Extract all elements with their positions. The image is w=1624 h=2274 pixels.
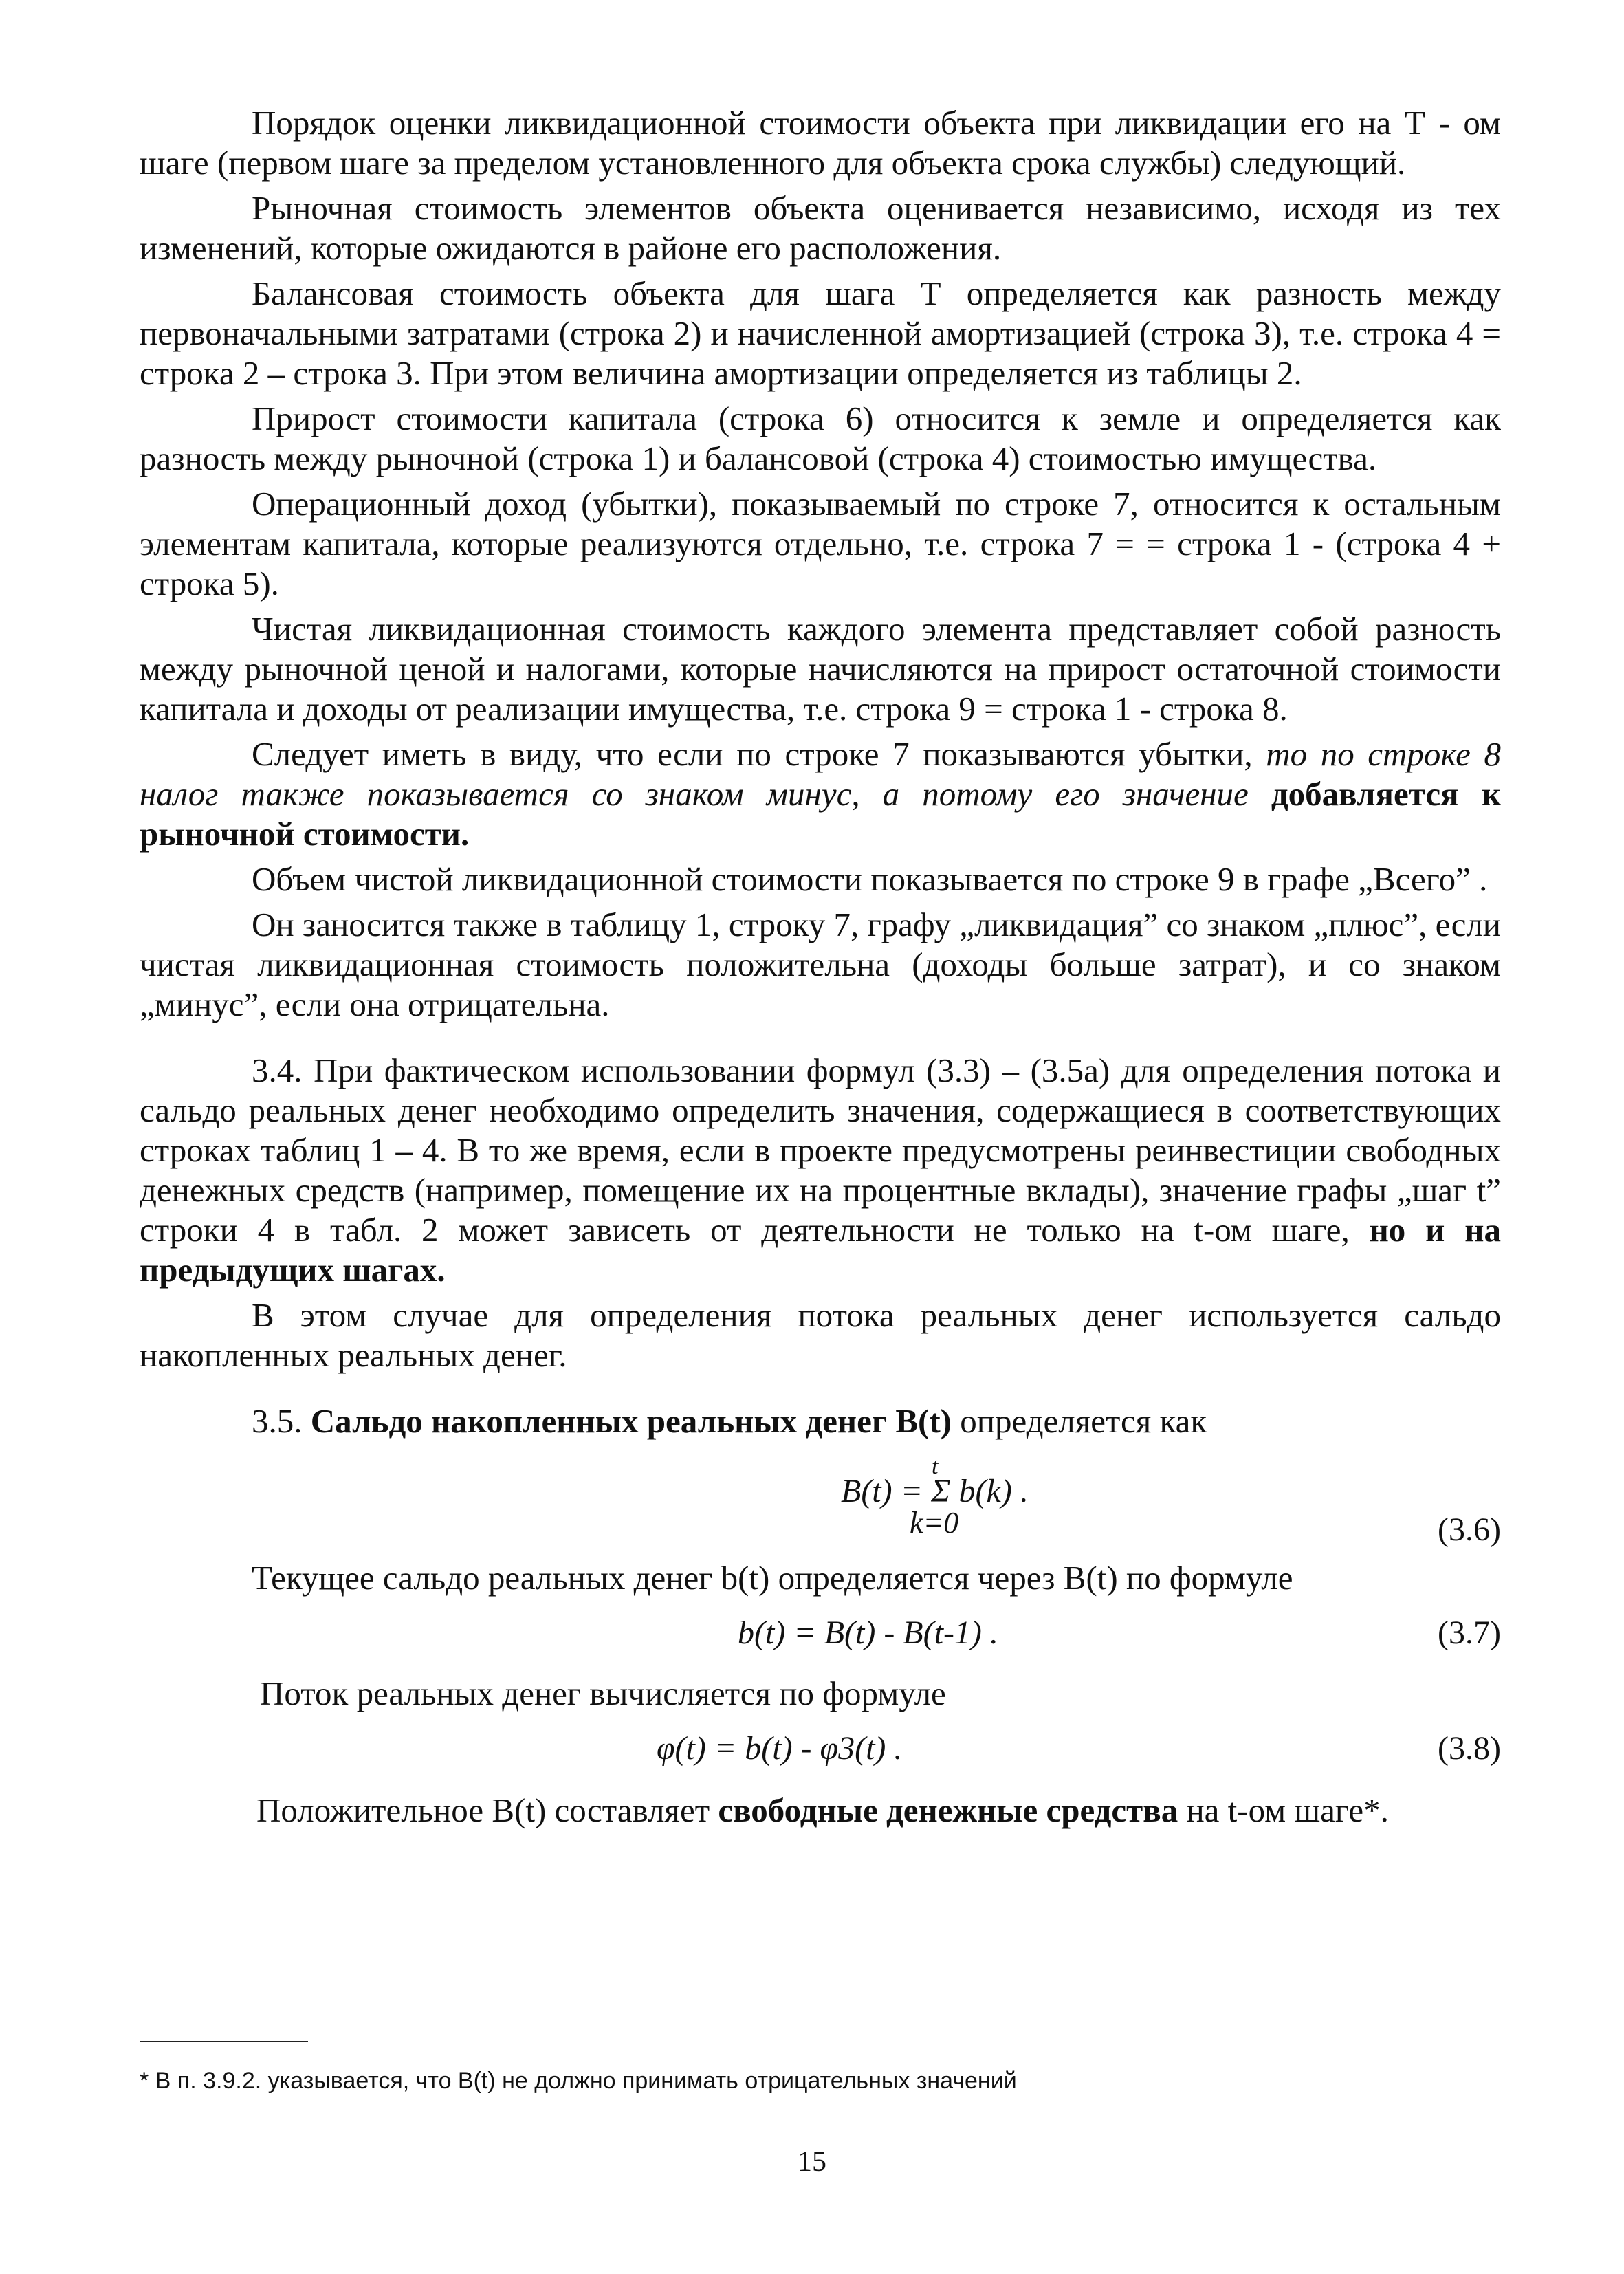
formula-3-7-expression: b(t) = B(t) - B(t-1) . <box>738 1615 998 1651</box>
formula-3-6-lower-limit: k=0 <box>910 1506 959 1540</box>
paragraph-free-cash <box>140 1791 1501 1830</box>
paragraph-volume: Объем чистой ликвидационной стоимости показывается по строке 9 в графе „Всего” . <box>252 860 1488 898</box>
formula-3-8-number: (3.8) <box>1438 1730 1501 1767</box>
section-3-4-bold: но и на предыдущих шагах. <box>140 1211 1502 1289</box>
section-3-5-bold: Сальдо накопленных реальных денег B(t) <box>310 1402 952 1440</box>
body-text <box>140 103 1501 1836</box>
formula-3-6 <box>140 1447 1501 1548</box>
section-3-4-text: 3.4. При фактическом использовании формул (3.3) – (3.5а) для определения потока и сальдо реальных денег необходимо определить значения, содержащиеся в соответствующих строках таблиц 1 – 4. В то же время, если в проекте предусмотрены реинвестиции свободных денежных средств (например, помещение их на процентные вклады), значение графы „шаг t” строки 4 в табл. 2 может зависеть от деятельности не только на t-ом шаге, <box>140 1051 1501 1249</box>
paragraph-capital-gain: Прирост стоимости капитала (строка 6) относится к земле и определяется как разность между рыночной (строка 1) и балансовой (строка 4) стоимостью имущества. <box>140 400 1501 477</box>
paragraph-book-value: Балансовая стоимость объекта для шага Т определяется как разность между первоначальными затратами (строка 2) и начисленной амортизацией (строка 3), т.е. строка 4 = строка 2 – строка 3. При этом величина амортизации определяется из таблицы 2. <box>140 274 1501 392</box>
paragraph-losses-note <box>140 734 1501 854</box>
free-cash-text: Положительное B(t) составляет <box>256 1791 718 1829</box>
paragraph-section-3-4 <box>140 1051 1501 1290</box>
paragraph-net-liquidation: Чистая ликвидационная стоимость каждого элемента представляет собой разность между рыночной ценой и налогами, которые начисляются на прирост остаточной стоимости капитала и доходы от реализации имущества, т.е. строка 9 = строка 1 - строка 8. <box>140 610 1501 728</box>
paragraph-accumulated: В этом случае для определения потока реальных денег используется сальдо накопленных реальных денег. <box>140 1296 1501 1374</box>
footnote-divider <box>140 2041 308 2042</box>
paragraph-flow: Поток реальных денег вычисляется по формуле <box>260 1674 946 1712</box>
losses-text: Следует иметь в виду, что если по строке 7 показываются убытки, <box>252 735 1266 773</box>
formula-3-6-expression: B(t) = Σ b(k) . <box>841 1473 1029 1509</box>
formula-3-7-number: (3.7) <box>1438 1615 1501 1651</box>
free-cash-bold: свободные денежные средства <box>718 1791 1178 1829</box>
formula-3-6-upper-limit: t <box>932 1454 939 1479</box>
formula-3-6-number: (3.6) <box>1438 1511 1501 1548</box>
losses-italic-text: то по строке 8 налог также показывается со знаком минус, а потому его значение <box>140 735 1501 813</box>
losses-bold-text: добавляется к рыночной стоимости. <box>140 775 1501 853</box>
section-3-5-text: определяется как <box>952 1402 1207 1440</box>
formula-3-8 <box>140 1729 1501 1770</box>
formula-3-7 <box>140 1613 1501 1654</box>
paragraph-section-3-5 <box>140 1401 1501 1441</box>
paragraph-market-value: Рыночная стоимость элементов объекта оценивается независимо, исходя из тех изменений, которые ожидаются в районе его расположения. <box>140 189 1501 267</box>
paragraph-table-entry: Он заносится также в таблицу 1, строку 7, графу „ликвидация” со знаком „плюс”, если чистая ликвидационная стоимость положительна (доходы больше затрат), и со знаком „минус”, если она отрицательна. <box>140 906 1501 1023</box>
page-number: 15 <box>798 2146 826 2178</box>
section-3-5-number: 3.5. <box>252 1402 311 1440</box>
paragraph-liquidation-order: Порядок оценки ликвидационной стоимости объекта при ликвидации его на Т - ом шаге (первом шаге за пределом установленного для объекта срока службы) следующий. <box>140 104 1501 182</box>
paragraph-current-balance: Текущее сальдо реальных денег b(t) определяется через B(t) по формуле <box>252 1559 1293 1597</box>
footnote: * В п. 3.9.2. указывается, что B(t) не должно принимать отрицательных значений <box>140 2068 1017 2094</box>
free-cash-tail: на t-ом шаге*. <box>1178 1791 1389 1829</box>
formula-3-8-expression: φ(t) = b(t) - φ3(t) . <box>657 1730 903 1767</box>
paragraph-operating-income: Операционный доход (убытки), показываемый по строке 7, относится к остальным элементам капитала, которые реализуются отдельно, т.е. строка 7 = = строка 1 - (строка 4 + строка 5). <box>140 485 1501 602</box>
